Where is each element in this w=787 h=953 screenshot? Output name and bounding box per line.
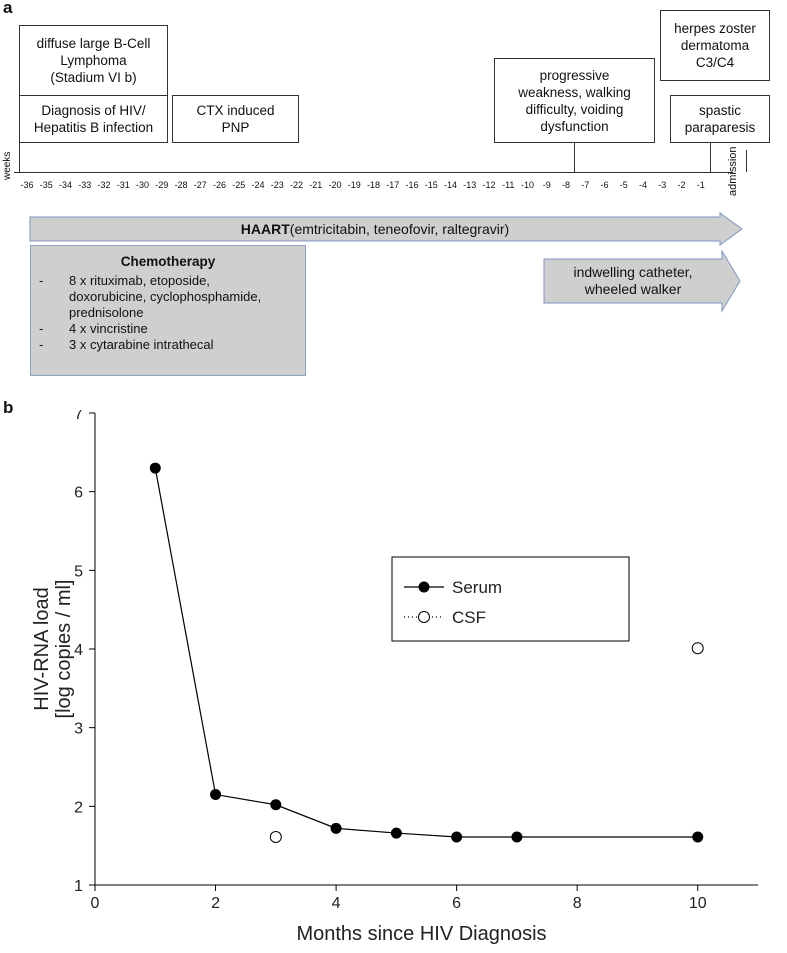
haart-label	[30, 217, 720, 241]
serum-point	[692, 832, 703, 843]
week-tick-label: -4	[638, 180, 648, 190]
event-box-herpes	[660, 10, 770, 81]
week-tick-label: -13	[463, 180, 477, 190]
week-tick-label: -17	[386, 180, 400, 190]
chemotherapy-bullet: -	[39, 337, 44, 352]
serum-point	[210, 789, 221, 800]
x-tick-label: 8	[572, 895, 582, 912]
serum-point	[150, 463, 161, 474]
week-tick-label: -30	[135, 180, 150, 190]
week-tick-label: -12	[482, 180, 496, 190]
serum-point	[391, 828, 402, 839]
x-axis-label: Months since HIV Diagnosis	[296, 923, 547, 945]
week-tick-label: -5	[619, 180, 628, 190]
week-tick-label: -20	[328, 180, 342, 190]
week-tick-label: -26	[212, 180, 227, 190]
chemotherapy-bullet: -	[39, 321, 44, 336]
chemotherapy-list	[31, 273, 305, 353]
legend-label-csf: CSF	[452, 608, 486, 627]
haart-bold: HAART	[240, 220, 290, 237]
week-tick-label: -18	[366, 180, 381, 190]
chemotherapy-title: Chemotherapy	[120, 254, 216, 269]
serum-point	[511, 832, 522, 843]
event-text-hiv-diagnosis: Diagnosis of HIV/ Hepatitis B infection	[33, 103, 154, 135]
catheter-label: indwelling catheter, wheeled walker	[573, 264, 693, 297]
y-tick-label: 5	[74, 563, 83, 581]
serum-point	[451, 832, 462, 843]
y-tick-label: 1	[74, 878, 83, 895]
chemotherapy-bullet: -	[39, 273, 44, 288]
connector-spastic	[710, 143, 711, 172]
week-tick-label: -29	[155, 180, 169, 190]
connector-hiv	[19, 143, 20, 172]
chemotherapy-item	[39, 273, 305, 321]
week-tick-label: -2	[677, 180, 686, 190]
chemotherapy-item	[39, 321, 305, 337]
week-tick-label: -19	[347, 180, 361, 190]
connector-weakness	[574, 143, 575, 172]
week-tick-label: -23	[270, 180, 284, 190]
x-tick-label: 4	[331, 895, 341, 912]
week-tick-label: -32	[97, 180, 111, 190]
event-text-lymphoma: diffuse large B-Cell Lymphoma (Stadium VI b)	[36, 36, 151, 85]
week-tick-label: -24	[251, 180, 265, 190]
week-tick-label: -31	[116, 180, 130, 190]
legend-label-serum: Serum	[452, 578, 503, 597]
weeks-label: weeks	[2, 151, 13, 180]
event-text-herpes: herpes zoster dermatoma C3/C4	[674, 21, 756, 70]
haart-drugs: (emtricitabin, teneofovir, raltegravir)	[289, 220, 510, 237]
legend-marker-csf	[419, 612, 430, 623]
y-tick-label: 4	[74, 642, 83, 659]
hiv-rna-chart	[0, 410, 787, 948]
week-tick-label: -15	[424, 180, 438, 190]
haart-arrow	[30, 213, 742, 245]
week-tick-label: -27	[193, 180, 207, 190]
week-tick-label: -35	[39, 180, 53, 190]
y-tick-label: 3	[74, 720, 83, 738]
hiv-rna-chart-svg	[0, 410, 787, 948]
week-axis-line	[14, 172, 733, 173]
series-line-serum	[155, 468, 697, 837]
week-tick-label: -14	[443, 180, 458, 190]
week-tick-label: -10	[520, 180, 535, 190]
week-tick-label: -16	[405, 180, 419, 190]
y-tick-label: 2	[74, 799, 83, 817]
y-tick-label: 6	[74, 484, 83, 502]
week-tick-label: -34	[58, 180, 73, 190]
week-tick-label: -3	[658, 180, 667, 190]
x-tick-label: 10	[688, 895, 707, 912]
panel-a-letter: a	[3, 0, 13, 17]
week-tick-label: -7	[581, 180, 590, 190]
chemotherapy-item-text: 8 x rituximab, etoposide, doxorubicine, cyclophosphamide, prednisolone	[69, 273, 262, 320]
week-tick-label: -8	[561, 180, 571, 190]
week-tick-label: -28	[174, 180, 188, 190]
panel-b-letter: b	[3, 398, 14, 417]
csf-point	[692, 643, 703, 654]
week-tick-label: -11	[502, 180, 515, 190]
week-tick-label: -36	[20, 180, 34, 190]
y-axis-label: HIV-RNA load	[31, 587, 53, 711]
week-tick-label: -33	[78, 180, 92, 190]
serum-point	[331, 823, 342, 834]
x-tick-label: 2	[211, 895, 220, 912]
serum-point	[270, 799, 281, 810]
event-text-weakness: progressive weakness, walking difficulty, voiding dysfunction	[518, 67, 631, 134]
x-tick-label: 0	[90, 895, 100, 912]
event-box-hiv-diagnosis	[19, 95, 168, 143]
chemotherapy-item-text: 3 x cytarabine intrathecal	[69, 337, 214, 352]
admission-label: admission	[727, 146, 739, 196]
week-tick-label: -22	[289, 180, 304, 190]
chemotherapy-item-text: 4 x vincristine	[69, 321, 148, 336]
chemotherapy-box	[30, 245, 306, 376]
week-tick-label: -25	[232, 180, 246, 190]
connector-admission	[746, 150, 747, 172]
legend-marker-serum	[419, 582, 430, 593]
event-box-ctx-pnp	[172, 95, 299, 143]
event-box-spastic	[670, 95, 770, 143]
week-tick-label: -9	[542, 180, 551, 190]
event-text-spastic: spastic paraparesis	[684, 103, 756, 135]
csf-point	[270, 832, 281, 843]
y-axis-label-units: [log copies / ml]	[53, 579, 75, 719]
event-box-lymphoma	[19, 25, 168, 96]
week-tick-label: -21	[309, 180, 323, 190]
legend-box	[392, 557, 629, 641]
event-text-ctx-pnp: CTX induced PNP	[196, 103, 275, 135]
week-tick-label: -6	[600, 180, 609, 190]
week-tick-label: -1	[696, 180, 705, 190]
chemotherapy-item	[39, 337, 305, 353]
catheter-arrow	[544, 251, 740, 311]
event-box-weakness	[494, 58, 655, 143]
y-tick-label: 7	[74, 410, 83, 423]
x-tick-label: 6	[452, 895, 462, 912]
